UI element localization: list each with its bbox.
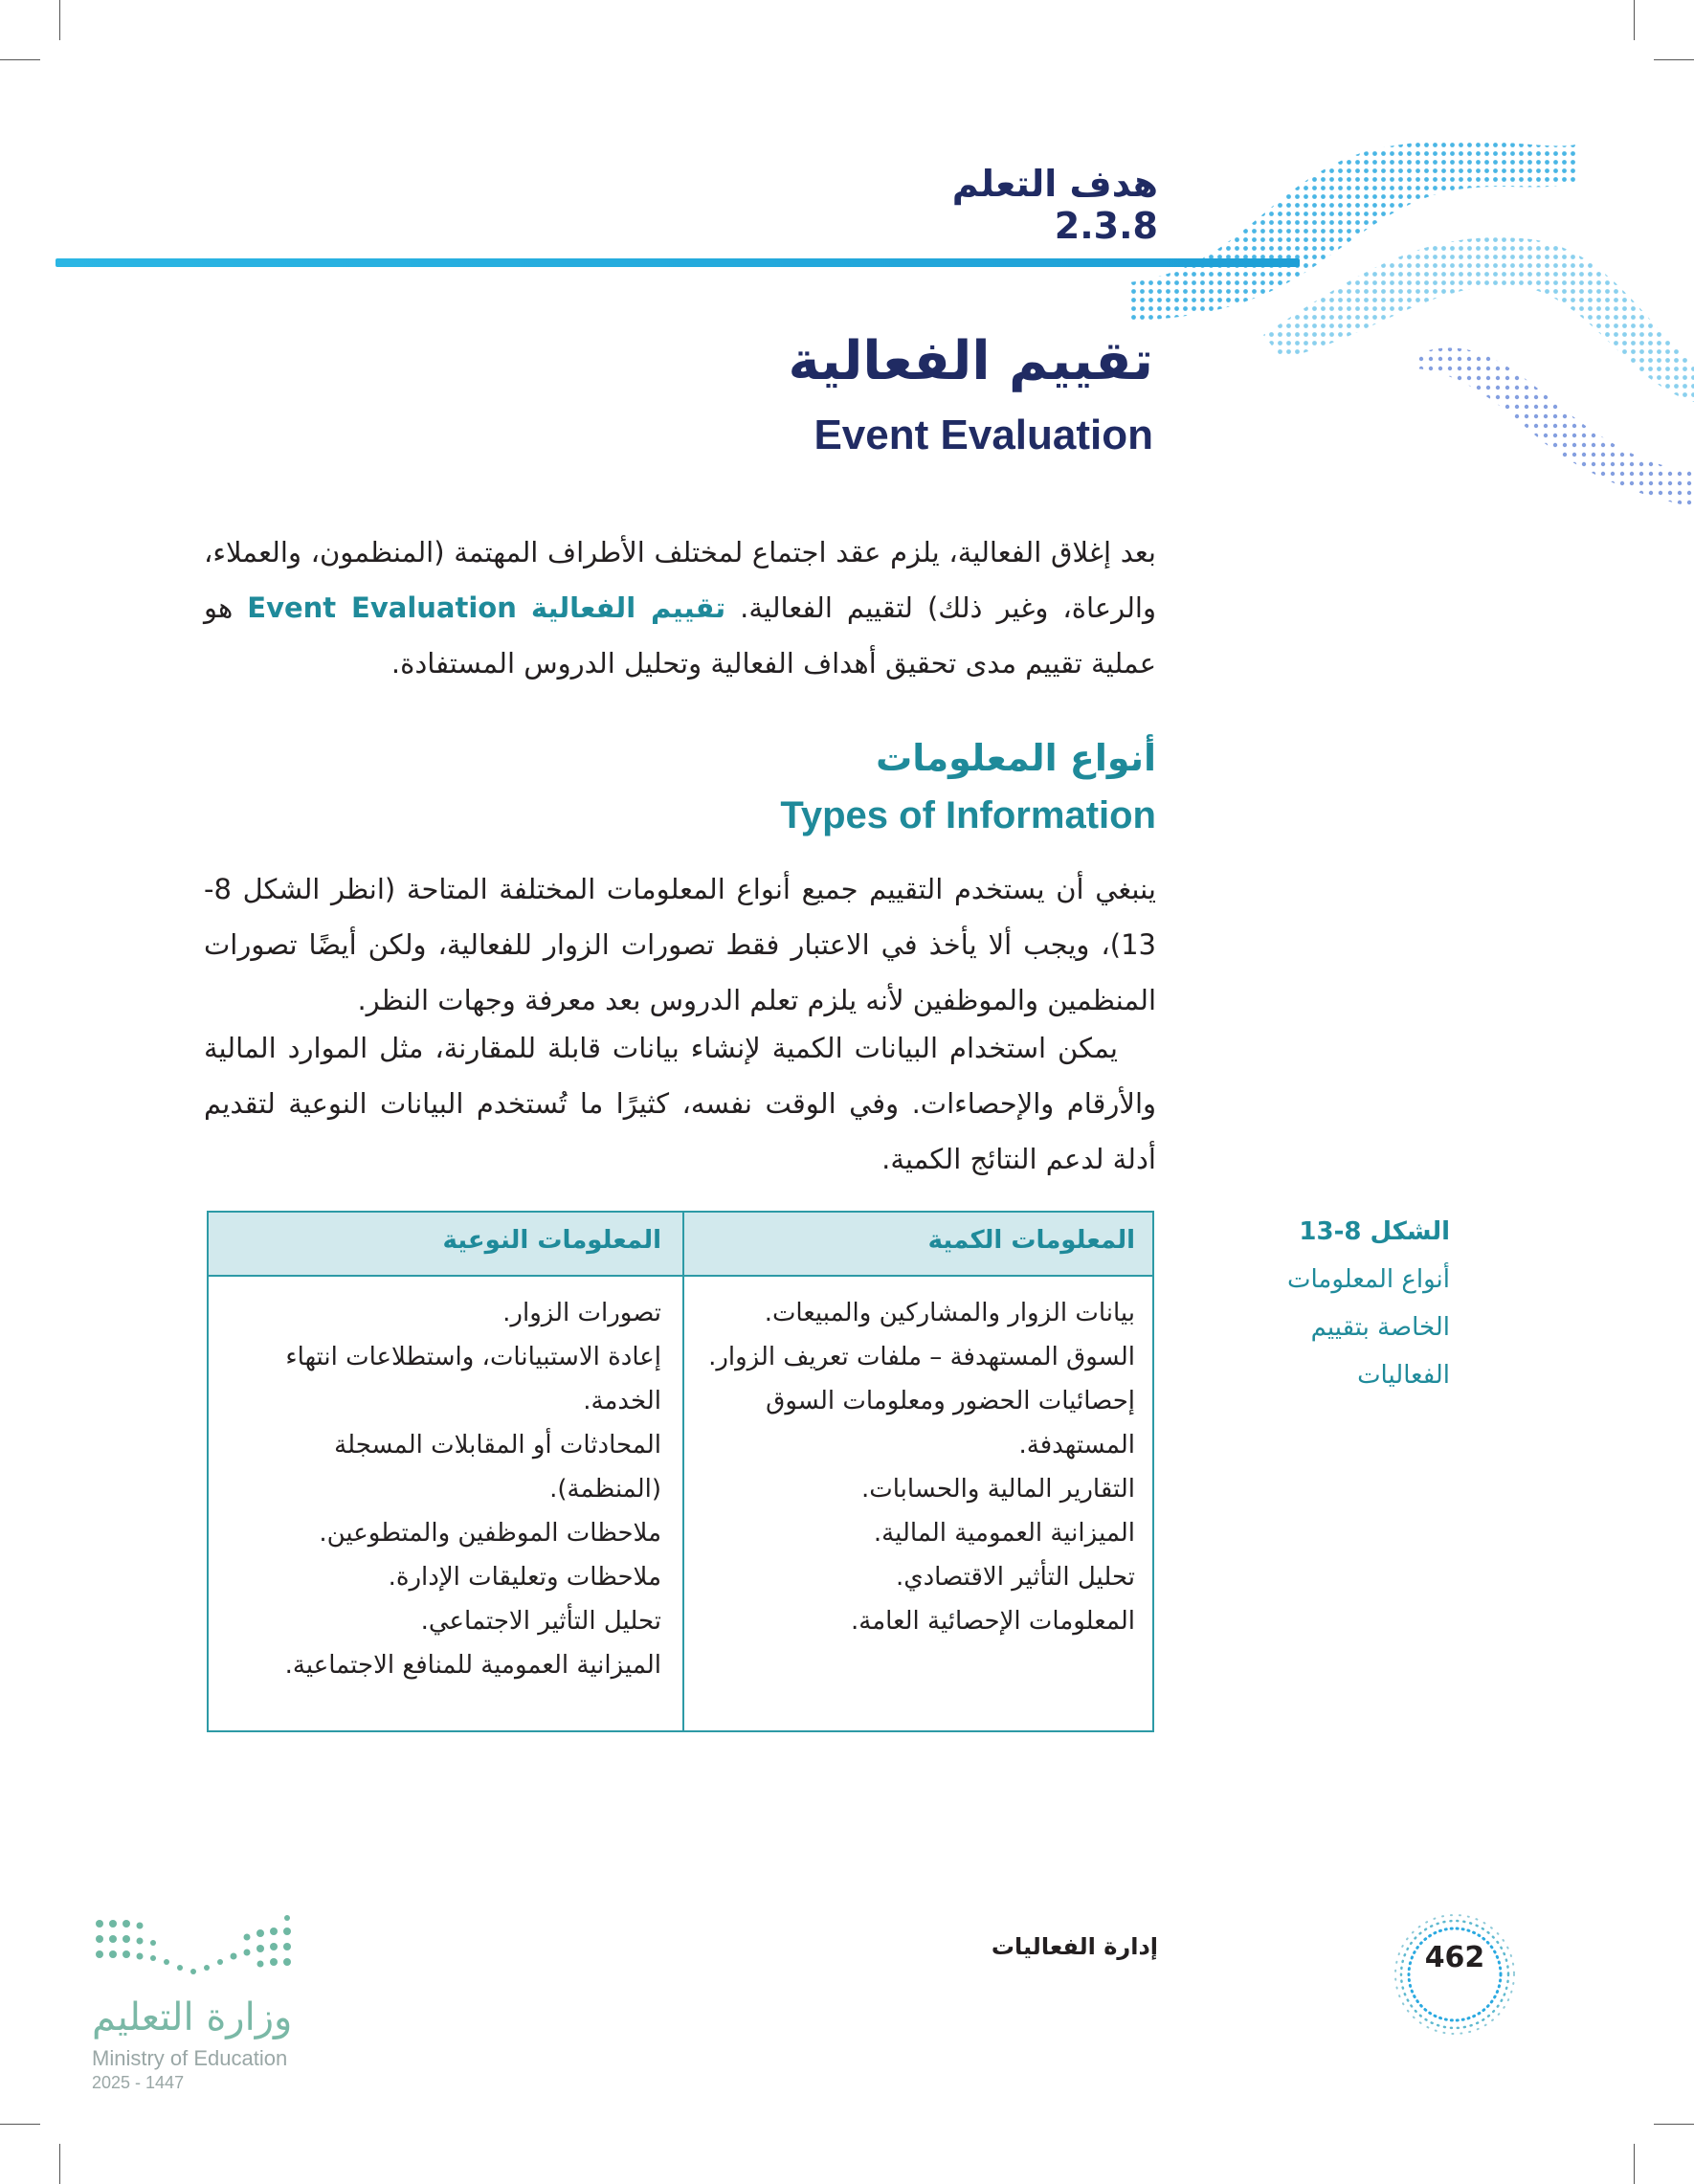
figure-caption-text: أنواع المعلومات الخاصة بتقييم الفعاليات <box>1287 1265 1450 1390</box>
table-cell: (المنظمة). <box>549 1475 661 1504</box>
crop-mark <box>1634 2144 1635 2184</box>
page-number-badge <box>1393 1912 1517 2037</box>
dotted-wave-decoration <box>1129 115 1694 517</box>
highlight-term-english: Event Evaluation <box>247 591 517 624</box>
crop-mark <box>59 0 60 40</box>
body-paragraph-1: ينبغي أن يستخدم التقييم جميع أنواع المعلومات المختلفة المتاحة (انظر الشكل 8-13)، ويجب ألا يأخذ في الاعتبار فقط تصورات الزوار للفعالية، ولكن أيضًا تصورات المنظمين والموظفين لأنه يلزم تعلم الدروس بعد معرفة وجهات النظر. <box>204 873 1156 1016</box>
book-title: إدارة الفعاليات <box>991 1933 1158 1960</box>
table-cell: المعلومات الإحصائية العامة. <box>851 1607 1135 1636</box>
table-cell: التقارير المالية والحسابات. <box>860 1475 1135 1504</box>
crop-mark <box>0 2124 40 2125</box>
page-number: 462 <box>1424 1941 1485 1974</box>
quantitative-list <box>695 1291 1135 1643</box>
crop-mark <box>1654 59 1694 60</box>
crop-mark <box>1654 2124 1694 2125</box>
highlight-term-arabic: تقييم الفعالية <box>530 591 726 624</box>
information-types-table <box>207 1211 1154 1732</box>
intro-paragraph <box>204 524 1156 691</box>
ministry-logo-dots-icon <box>92 1914 302 1991</box>
crop-mark <box>59 2144 60 2184</box>
crop-mark <box>0 59 40 60</box>
table-cell: تصورات الزوار. <box>502 1299 661 1327</box>
table-cell: المحادثات أو المقابلات المسجلة <box>334 1431 661 1460</box>
section-heading-english: Types of Information <box>780 794 1156 836</box>
learning-objective-label: هدف التعلم 2.3.8 <box>951 163 1158 247</box>
table-header-quantitative: المعلومات الكمية <box>927 1226 1135 1255</box>
table-cell: بيانات الزوار والمشاركين والمبيعات. <box>764 1299 1135 1327</box>
ministry-name-arabic: وزارة التعليم <box>92 1995 293 2039</box>
page-title-arabic: تقييم الفعالية <box>788 330 1153 392</box>
table-header-qualitative: المعلومات النوعية <box>442 1226 661 1255</box>
table-cell: الخدمة. <box>583 1387 661 1415</box>
table-cell: السوق المستهدفة – ملفات تعريف الزوار. <box>708 1343 1135 1371</box>
table-cell: الميزانية العمومية للمنافع الاجتماعية. <box>284 1651 661 1680</box>
table-cell: إعادة الاستبيانات، واستطلاعات انتهاء <box>285 1343 661 1371</box>
figure-caption <box>1287 1208 1450 1399</box>
table-cell: ملاحظات الموظفين والمتطوعين. <box>319 1519 661 1548</box>
qualitative-list <box>221 1291 661 1687</box>
table-cell: ملاحظات وتعليقات الإدارة. <box>388 1563 661 1592</box>
body-paragraph-2: يمكن استخدام البيانات الكمية لإنشاء بيانات قابلة للمقارنة، مثل الموارد المالية والأرقام والإحصاءات. وفي الوقت نفسه، كثيرًا ما تُستخدم البيانات النوعية لتقديم أدلة لدعم النتائج الكمية. <box>204 1032 1156 1175</box>
figure-number: الشكل 8-13 <box>1299 1217 1450 1246</box>
crop-mark <box>1634 0 1635 40</box>
page-title-english: Event Evaluation <box>814 412 1153 458</box>
header-rule <box>56 258 1300 267</box>
table-column-divider <box>682 1213 684 1730</box>
table-cell: إحصائيات الحضور ومعلومات السوق <box>766 1387 1135 1415</box>
table-cell: المستهدفة. <box>1018 1431 1135 1460</box>
ministry-name-english: Ministry of Education <box>92 2046 288 2070</box>
intro-text-part2: هو عملية تقييم مدى تحقيق أهداف الفعالية وتحليل الدروس المستفادة. <box>204 591 1156 680</box>
edition-year: 2025 - 1447 <box>92 2073 185 2092</box>
section-heading-arabic: أنواع المعلومات <box>876 737 1156 779</box>
table-cell: الميزانية العمومية المالية. <box>873 1519 1135 1548</box>
intro-text-part1: بعد إغلاق الفعالية، يلزم عقد اجتماع لمختلف الأطراف المهتمة (المنظمون، والعملاء، والرعاة، وغير ذلك) لتقييم الفعالية. <box>204 536 1156 624</box>
table-cell: تحليل التأثير الاجتماعي. <box>420 1607 661 1636</box>
table-cell: تحليل التأثير الاقتصادي. <box>895 1563 1135 1592</box>
